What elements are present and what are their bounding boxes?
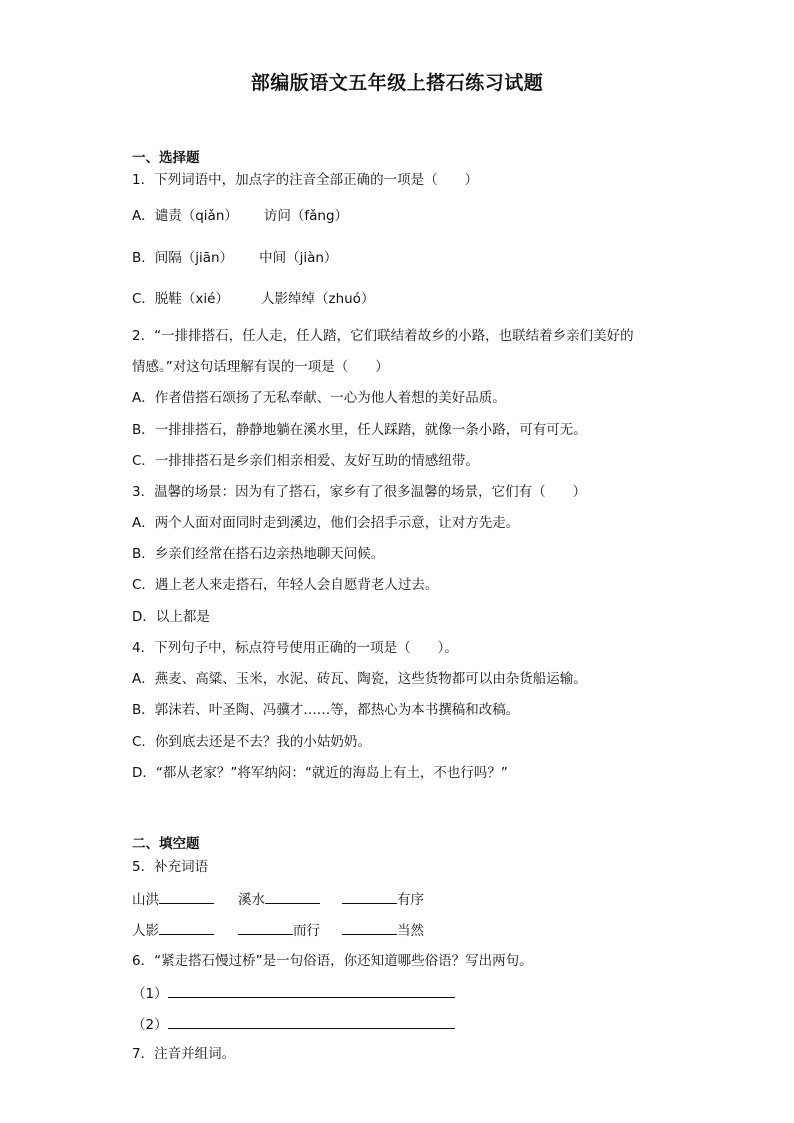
option-c-part2: 人影绰绰（zhuó） bbox=[260, 291, 375, 307]
question-6-stem: 6．“紧走搭石慢过桥”是一句俗语，你还知道哪些俗语？写出两句。 bbox=[132, 953, 533, 969]
answer-number: （1） bbox=[132, 986, 168, 1002]
question-3-option-b: B．乡亲们经常在搭石边亲热地聊天问候。 bbox=[132, 546, 385, 562]
document-title: 部编版语文五年级上搭石练习试题 bbox=[250, 72, 544, 94]
option-b-part2: 中间（jiàn） bbox=[259, 250, 338, 266]
question-4-stem: 4．下列句子中，标点符号使用正确的一项是（ ）。 bbox=[132, 640, 458, 656]
question-2-option-c: C．一排排搭石是乡亲们相亲相爱、友好互助的情感纽带。 bbox=[132, 453, 479, 469]
word-prefix: 人影 bbox=[132, 923, 159, 939]
question-5-stem: 5．补充词语 bbox=[132, 859, 209, 875]
question-4-option-a: A．燕麦、高粱、玉米，水泥、砖瓦、陶瓷，这些货物都可以由杂货船运输。 bbox=[132, 671, 587, 687]
option-a-part1: A．谴责（qiǎn） bbox=[132, 208, 238, 224]
question-1-stem: 1．下列词语中，加点字的注音全部正确的一项是（ ） bbox=[132, 172, 479, 188]
answer-blank[interactable] bbox=[159, 889, 214, 904]
answer-blank[interactable] bbox=[238, 920, 293, 935]
question-6-line-1 bbox=[132, 983, 455, 1003]
question-3-option-d: D．以上都是 bbox=[132, 609, 210, 625]
question-1-option-a bbox=[132, 207, 348, 225]
question-4-option-b: B．郭沫若、叶圣陶、冯骥才……等，都热心为本书撰稿和改稿。 bbox=[132, 702, 520, 718]
question-1-option-c bbox=[132, 290, 374, 308]
question-2-stem-line1: 2．“一排排搭石，任人走，任人踏，它们联结着故乡的小路，也联结着乡亲们美好的 bbox=[132, 328, 634, 344]
answer-blank[interactable] bbox=[342, 889, 397, 904]
question-2-option-b: B．一排排搭石，静静地躺在溪水里，任人踩踏，就像一条小路，可有可无。 bbox=[132, 422, 587, 438]
question-2-option-a: A．作者借搭石颂扬了无私奉献、一心为他人着想的美好品质。 bbox=[132, 390, 506, 406]
option-a-part2: 访问（fǎng） bbox=[263, 208, 349, 224]
question-5-row-2 bbox=[132, 920, 424, 940]
question-3-stem: 3．温馨的场景：因为有了搭石，家乡有了很多温馨的场景，它们有（ ） bbox=[132, 484, 587, 500]
question-3-option-a: A．两个人面对面同时走到溪边，他们会招手示意，让对方先走。 bbox=[132, 515, 520, 531]
question-3-option-c: C．遇上老人来走搭石，年轻人会自愿背老人过去。 bbox=[132, 577, 439, 593]
question-5-row-1 bbox=[132, 889, 424, 909]
question-1-option-b bbox=[132, 249, 337, 267]
answer-blank[interactable] bbox=[342, 920, 397, 935]
question-4-option-d: D．“都从老家？”将军纳闷：“就近的海岛上有土，不也行吗？” bbox=[132, 765, 508, 781]
section-heading-choice: 一、选择题 bbox=[132, 150, 200, 166]
answer-blank[interactable] bbox=[168, 983, 455, 998]
question-4-option-c: C．你到底去还是不去？我的小姑奶奶。 bbox=[132, 734, 371, 750]
section-heading-fill: 二、填空题 bbox=[132, 836, 200, 852]
question-7-stem: 7．注音并组词。 bbox=[132, 1046, 236, 1062]
word-prefix: 山洪 bbox=[132, 892, 159, 908]
word-prefix: 溪水 bbox=[238, 892, 265, 908]
word-suffix: 而行 bbox=[293, 923, 320, 939]
answer-blank[interactable] bbox=[168, 1014, 455, 1029]
answer-number: （2） bbox=[132, 1017, 168, 1033]
question-6-line-2 bbox=[132, 1014, 455, 1034]
answer-blank[interactable] bbox=[265, 889, 320, 904]
question-2-stem-line2: 情感。”对这句话理解有误的一项是（ ） bbox=[132, 359, 389, 375]
word-suffix: 当然 bbox=[397, 923, 424, 939]
answer-blank[interactable] bbox=[159, 920, 214, 935]
option-b-part1: B．间隔（jiān） bbox=[132, 250, 234, 266]
word-suffix: 有序 bbox=[397, 892, 424, 908]
option-c-part1: C．脱鞋（xié） bbox=[132, 291, 229, 307]
